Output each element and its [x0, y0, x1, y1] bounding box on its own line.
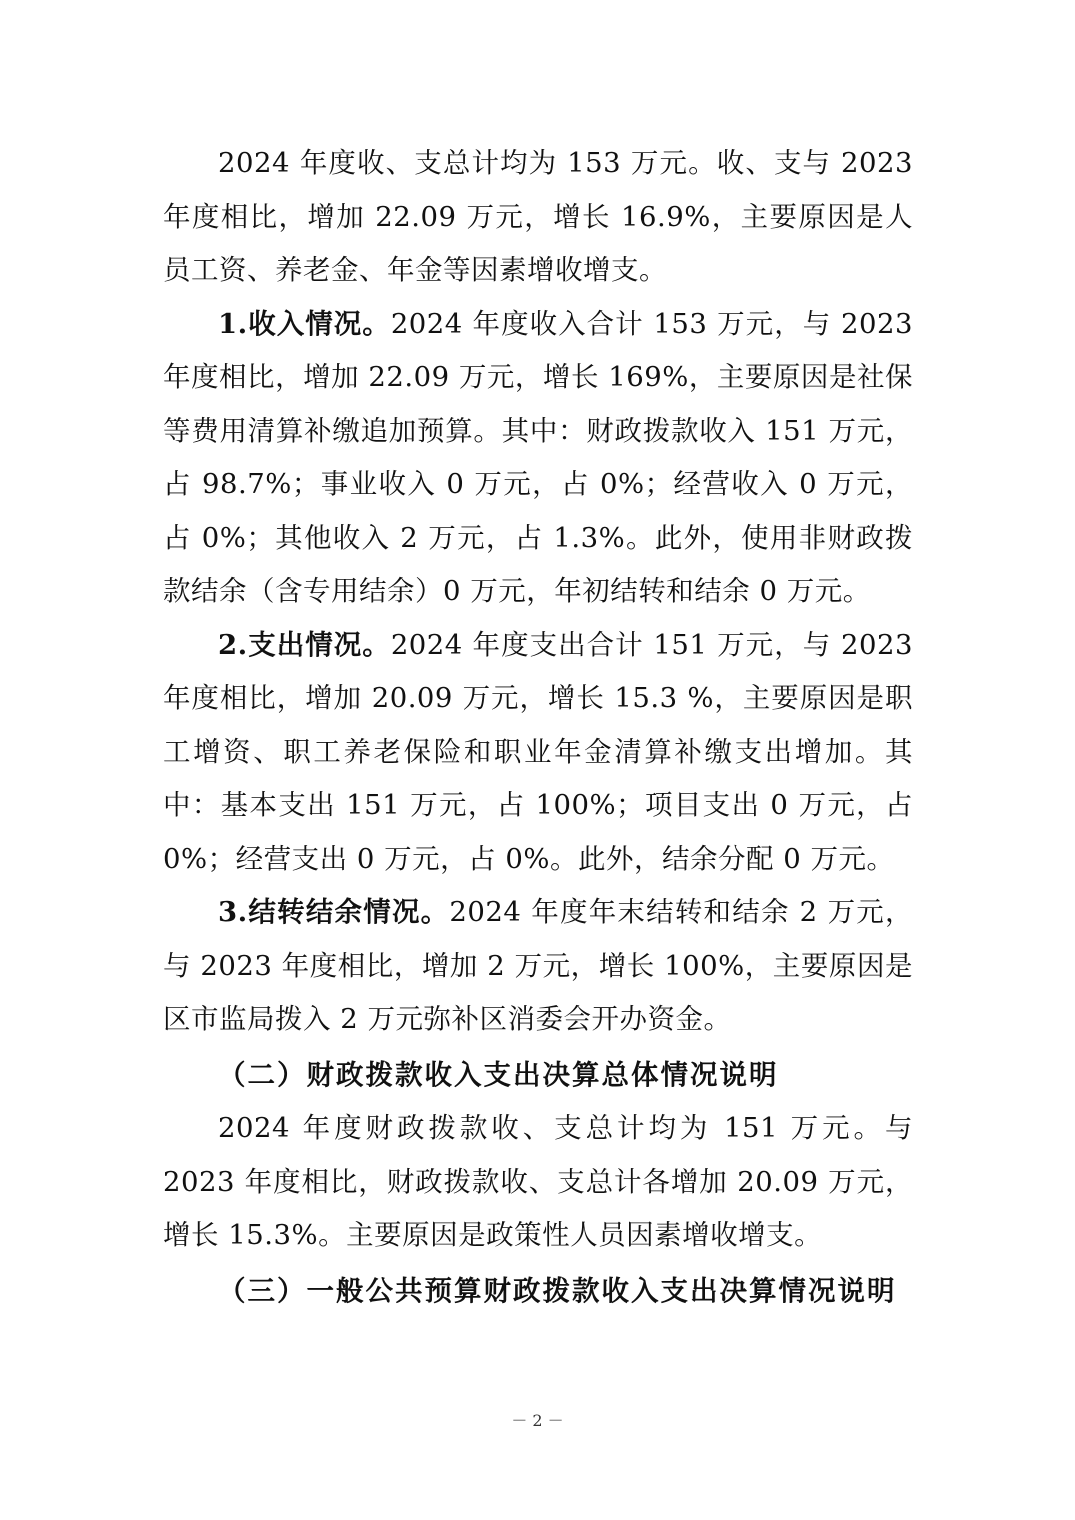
- paragraph-expenditure: [163, 619, 913, 887]
- section-2-paragraph: 2024 年度财政拨款收、支总计均为 151 万元。与 2023 年度相比，财政拨款收、支总计各增加 20.09 万元，增长 15.3%。主要原因是政策性人员因素增收增支。: [163, 1112, 913, 1251]
- paragraph-carryover: [163, 886, 913, 1047]
- paragraph-carryover-lead: 3.结转结余情况。: [218, 896, 450, 928]
- paragraph-income-lead: 1.收入情况。: [218, 307, 391, 340]
- section-2-heading: （二）财政拨款收入支出决算总体情况说明: [218, 1058, 779, 1091]
- section-3-heading: （三）一般公共预算财政拨款收入支出决算情况说明: [218, 1274, 897, 1307]
- section-2: [163, 1049, 913, 1263]
- paragraph-income-text: 2024 年度收入合计 153 万元，与 2023 年度相比，增加 22.09 万元，增长 169%，主要原因是社保等费用清算补缴追加预算。其中：财政拨款收入 151 万元，占 98.7%；事业收入 0 万元，占 0%；经营收入 0 万元，占 0%；其他收入 2 万元，占 1.3%。此外，使用非财政拨款结余（含专用结余）0 万元，年初结转和结余 0 万元。: [163, 307, 913, 607]
- page-number: － 2 －: [511, 1411, 564, 1430]
- paragraph-expenditure-lead: 2.支出情况。: [218, 628, 391, 661]
- document-body: [163, 137, 913, 1318]
- paragraph-overview-text: 2024 年度收、支总计均为 153 万元。收、支与 2023 年度相比，增加 22.09 万元，增长 16.9%，主要原因是人员工资、养老金、年金等因素增收增支。: [163, 147, 913, 286]
- section-3: [163, 1265, 913, 1319]
- paragraph-overview: [163, 137, 913, 298]
- paragraph-income: [163, 298, 913, 619]
- paragraph-carryover-text: 2024 年度年末结转和结余 2 万元，与 2023 年度相比，增加 2 万元，增长 100%，主要原因是区市监局拨入 2 万元弥补区消委会开办资金。: [163, 896, 913, 1035]
- paragraph-expenditure-text: 2024 年度支出合计 151 万元，与 2023 年度相比，增加 20.09 万元，增长 15.3 %，主要原因是职工增资、职工养老保险和职业年金清算补缴支出增加。其中：基本支出 151 万元，占 100%；项目支出 0 万元，占 0%；经营支出 0 万元，占 0%。此外，结余分配 0 万元。: [163, 628, 913, 875]
